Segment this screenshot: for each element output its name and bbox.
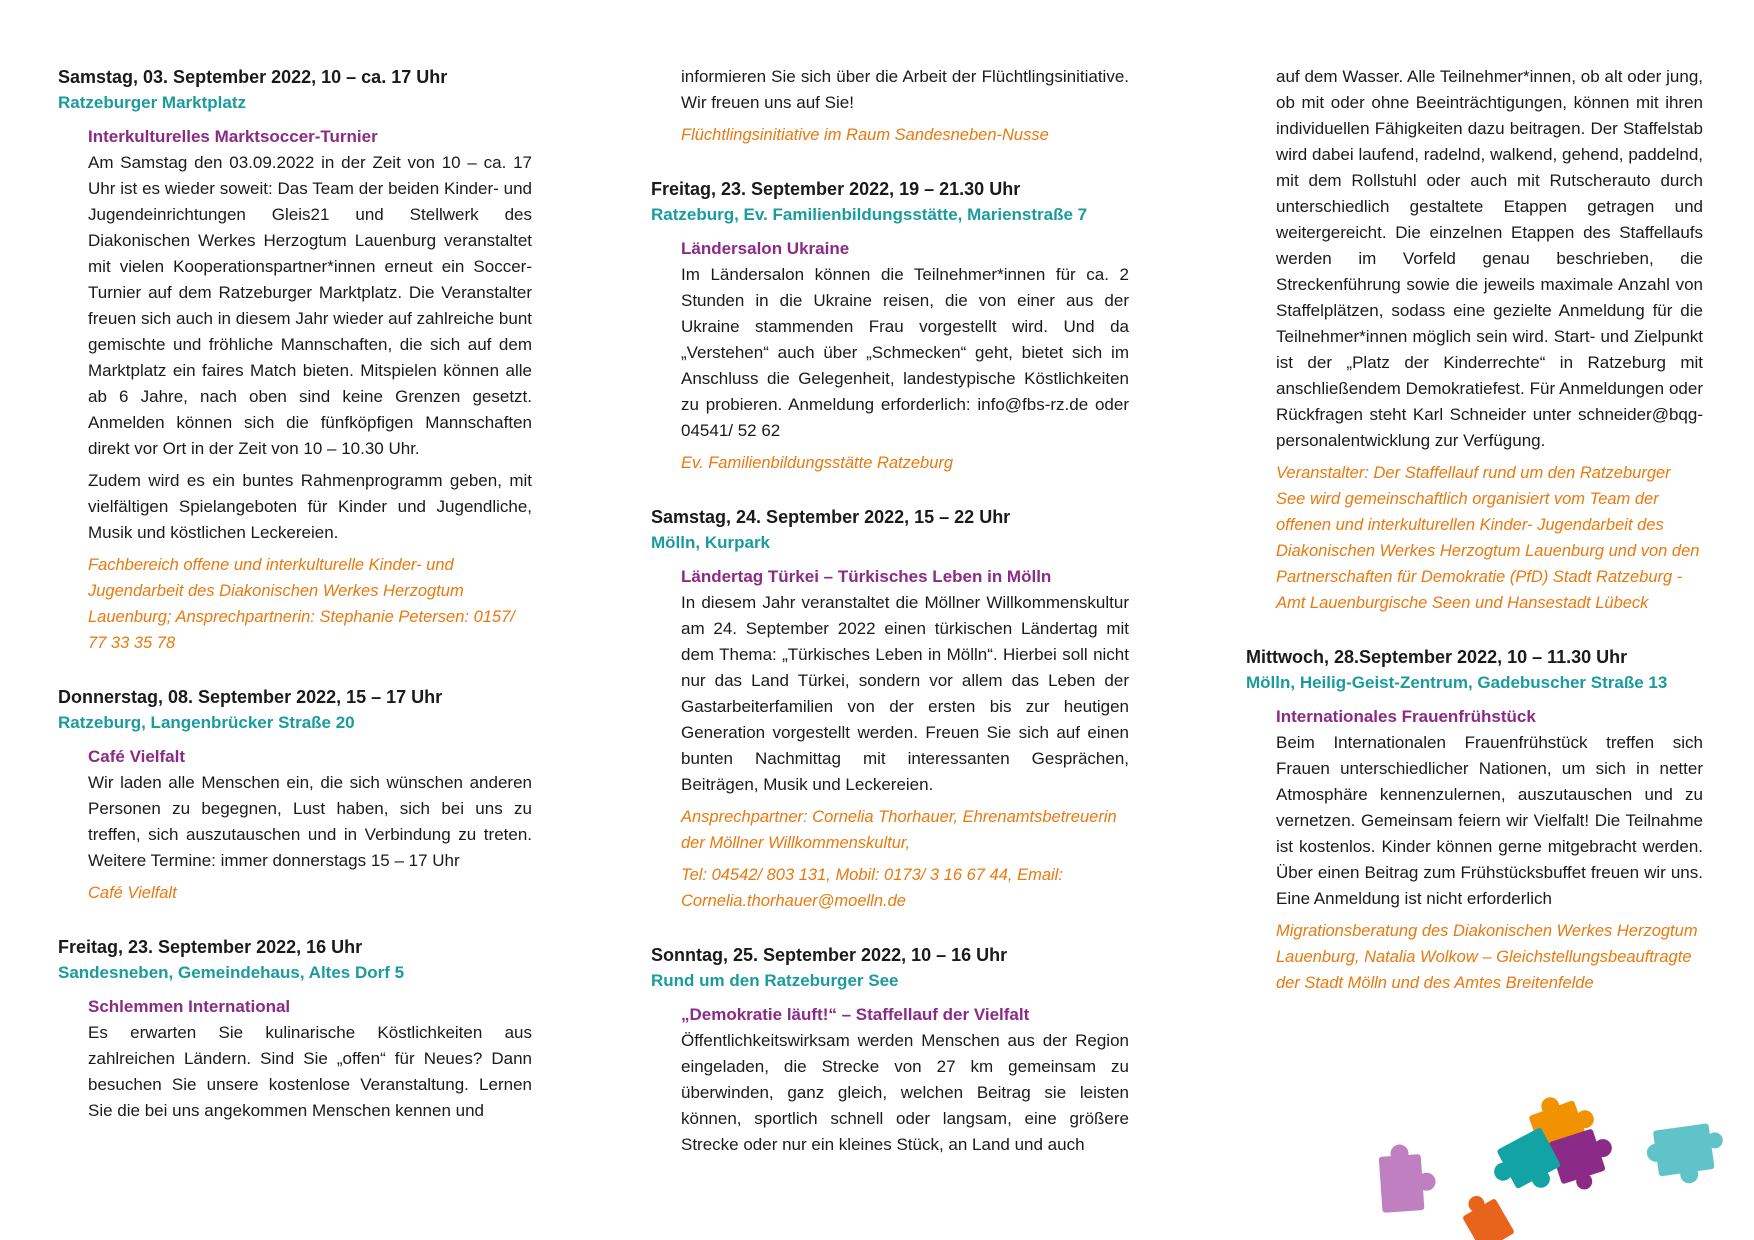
event-description: Öffentlichkeitswirksam werden Menschen aus der Region eingeladen, die Strecke von 27 km gemeinsam zu überwinden, ganz gleich, welchen Beitrag sie leisten können, sportlich schnell oder langsam, eine größere Strecke oder nur ein kleines Stück, an Land und auch <box>681 1031 1129 1154</box>
event-location: Sandesneben, Gemeindehaus, Altes Dorf 5 <box>58 963 405 982</box>
event-date: Freitag, 23. September 2022, 19 – 21.30 Uhr <box>651 179 1021 199</box>
event-description: Zudem wird es ein buntes Rahmenprogramm geben, mit vielfältigen Spielangeboten für Kinder und Jugendliche, Musik und köstlichen Leckereien. <box>88 471 532 542</box>
event-organizer: Migrationsberatung des Diakonischen Werkes Herzogtum Lauenburg, Natalia Wolkow – Gleichstellungsbeauftragte der Stadt Mölln und des Amtes Breitenfelde <box>1276 922 1698 992</box>
event-entry <box>651 176 1129 476</box>
event-organizer: Veranstalter: Der Staffellauf rund um den Ratzeburger See wird gemeinschaftlich organisiert vom Team der offenen und interkulturellen Kinder- Jugendarbeit des Diakonischen Werkes Herzogtum Lauenburg und von den Partnerschaften für Demokratie (PfD) Stadt Ratzeburg - Amt Lauenburgische Seen und Hansestadt Lübeck <box>1276 464 1700 612</box>
event-description: Am Samstag den 03.09.2022 in der Zeit von 10 – ca. 17 Uhr ist es wieder soweit: Das Team der beiden Kinder- und Jugendeinrichtungen Gleis21 und Stellwerk des Diakonischen Werkes Herzogtum Lauenburg veranstaltet mit vielen Kooperationspartner*innen erneut ein Soccer-Turnier auf dem Ratzeburger Marktplatz. Die Veranstalter freuen sich auch in diesem Jahr wieder auf zahlreiche bunt gemischte und fröhliche Mannschaften, die sich auf dem Marktplatz ein faires Match bieten. Mitspielen können alle ab 6 Jahre, nach oben sind keine Grenzen gesetzt. Anmelden können sich die fünfköpfigen Mannschaften direkt vor Ort in der Zeit von 10 – 10.30 Uhr. <box>88 153 532 458</box>
column-2 <box>651 64 1129 1186</box>
puzzle-pieces-icon <box>1370 1085 1754 1240</box>
event-description: informieren Sie sich über die Arbeit der Flüchtlingsinitiative. Wir freuen uns auf Sie! <box>681 67 1129 112</box>
event-body <box>681 564 1129 914</box>
event-title: Café Vielfalt <box>88 747 186 766</box>
event-location: Mölln, Heilig-Geist-Zentrum, Gadebuscher Straße 13 <box>1246 673 1668 692</box>
event-location: Mölln, Kurpark <box>651 533 771 552</box>
event-body <box>88 124 532 656</box>
event-organizer: Café Vielfalt <box>88 884 177 902</box>
event-continuation <box>651 64 1129 148</box>
event-body <box>681 1002 1129 1158</box>
event-date: Samstag, 24. September 2022, 15 – 22 Uhr <box>651 507 1011 527</box>
event-location: Ratzeburg, Ev. Familienbildungsstätte, Marienstraße 7 <box>651 205 1088 224</box>
event-title: „Demokratie läuft!“ – Staffellauf der Vielfalt <box>681 1005 1030 1024</box>
event-entry <box>58 64 532 656</box>
event-title: Interkulturelles Marktsoccer-Turnier <box>88 127 378 146</box>
event-body <box>88 994 532 1124</box>
event-date: Mittwoch, 28.September 2022, 10 – 11.30 Uhr <box>1246 647 1628 667</box>
event-date: Samstag, 03. September 2022, 10 – ca. 17 Uhr <box>58 67 448 87</box>
event-organizer: Ev. Familienbildungsstätte Ratzeburg <box>681 454 954 472</box>
event-entry <box>1246 644 1703 996</box>
event-body <box>1276 704 1703 996</box>
event-body <box>1276 64 1703 616</box>
event-location: Rund um den Ratzeburger See <box>651 971 899 990</box>
event-body <box>681 236 1129 476</box>
column-1 <box>58 64 532 1152</box>
event-entry <box>651 942 1129 1158</box>
event-entry <box>58 934 532 1124</box>
event-body <box>88 744 532 906</box>
event-description: Im Ländersalon können die Teilnehmer*innen für ca. 2 Stunden in die Ukraine reisen, die von einer aus der Ukraine stammenden Frau vorgestellt wird. Und da „Verstehen“ auch über „Schmecken“ geht, bietet sich im Anschluss die Gelegenheit, landestypische Köstlichkeiten zu probieren. Anmeldung erforderlich: info@fbs-rz.de oder 04541/ 52 62 <box>681 265 1129 440</box>
event-title: Ländersalon Ukraine <box>681 239 850 258</box>
event-title: Internationales Frauenfrühstück <box>1276 707 1536 726</box>
event-date: Donnerstag, 08. September 2022, 15 – 17 Uhr <box>58 687 443 707</box>
event-continuation <box>1246 64 1703 616</box>
light-teal-puzzle-piece <box>1644 1121 1728 1188</box>
event-location: Ratzeburger Marktplatz <box>58 93 246 112</box>
event-organizer: Tel: 04542/ 803 131, Mobil: 0173/ 3 16 67 44, Email: Cornelia.thorhauer@moelln.de <box>681 866 1063 910</box>
event-organizer: Ansprechpartner: Cornelia Thorhauer, Ehrenamtsbetreuerin der Möllner Willkommenskultur, <box>681 808 1117 852</box>
event-date: Sonntag, 25. September 2022, 10 – 16 Uhr <box>651 945 1008 965</box>
event-description: Beim Internationalen Frauenfrühstück treffen sich Frauen unterschiedlicher Nationen, um sich in netter Atmosphäre kennenzulernen, auszutauschen und zu vernetzen. Gemeinsam feiern wir Vielfalt! Die Teilnahme ist kostenlos. Kinder können gerne mitgebracht werden. Über einen Beitrag zum Frühstücksbuffet freuen wir uns. Eine Anmeldung ist nicht erforderlich <box>1276 733 1703 908</box>
event-organizer: Flüchtlingsinitiative im Raum Sandesneben-Nusse <box>681 126 1049 144</box>
event-entry <box>651 504 1129 914</box>
event-title: Ländertag Türkei – Türkisches Leben in Mölln <box>681 567 1052 586</box>
event-entry <box>58 684 532 906</box>
event-body <box>681 64 1129 148</box>
column-3 <box>1246 64 1703 1024</box>
event-description: Es erwarten Sie kulinarische Köstlichkeiten aus zahlreichen Ländern. Sind Sie „offen“ für Neues? Dann besuchen Sie unsere kostenlose Veranstaltung. Lernen Sie die bei uns angekommen Menschen kennen und <box>88 1023 532 1120</box>
event-date: Freitag, 23. September 2022, 16 Uhr <box>58 937 363 957</box>
event-description: auf dem Wasser. Alle Teilnehmer*innen, ob alt oder jung, ob mit oder ohne Beeinträchtigungen, können mit ihren individuellen Fähigkeiten dazu beitragen. Der Staffelstab wird dabei laufend, radelnd, walkend, gehend, paddelnd, mit dem Rollstuhl oder auch mit Rutscherauto durch unterschiedlich gestaltete Etappen getragen und weitergereicht. Die einzelnen Etappen des Staffellaufs werden im Vorfeld genau beschrieben, die Streckenführung sowie die jeweils maximale Anzahl von Staffelplätzen, sodass eine gezielte Anmeldung für die Teilnehmer*innen möglich sein wird. Start- und Zielpunkt ist der „Platz der Kinderrechte“ in Ratzeburg mit anschließendem Demokratiefest. Für Anmeldungen oder Rückfragen steht Karl Schneider unter schneider@bqg-personalentwicklung zur Verfügung. <box>1276 67 1703 450</box>
purple-puzzle-piece <box>1378 1142 1438 1213</box>
event-organizer: Fachbereich offene und interkulturelle Kinder- und Jugendarbeit des Diakonischen Werkes Herzogtum Lauenburg; Ansprechpartnerin: Stephanie Petersen: 0157/ 77 33 35 78 <box>88 556 515 652</box>
event-description: In diesem Jahr veranstaltet die Möllner Willkommenskultur am 24. September 2022 einen türkischen Ländertag mit dem Thema: „Türkisches Leben in Mölln“. Hierbei soll nicht nur das Land Türkei, sondern vor allem das Leben der Gastarbeiterfamilien von der ersten bis zur heutigen Generation vorgestellt werden. Freuen Sie sich auf einen bunten Nachmittag mit interessanten Gesprächen, Beiträgen, Musik und Leckereien. <box>681 593 1129 794</box>
dark-orange-puzzle-piece <box>1456 1188 1515 1240</box>
event-description: Wir laden alle Menschen ein, die sich wünschen anderen Personen zu begegnen, Lust haben, sich bei uns zu treffen, sich auszutauschen und in Verbindung zu treten. Weitere Termine: immer donnerstags 15 – 17 Uhr <box>88 773 532 870</box>
event-location: Ratzeburg, Langenbrücker Straße 20 <box>58 713 355 732</box>
event-title: Schlemmen International <box>88 997 291 1016</box>
